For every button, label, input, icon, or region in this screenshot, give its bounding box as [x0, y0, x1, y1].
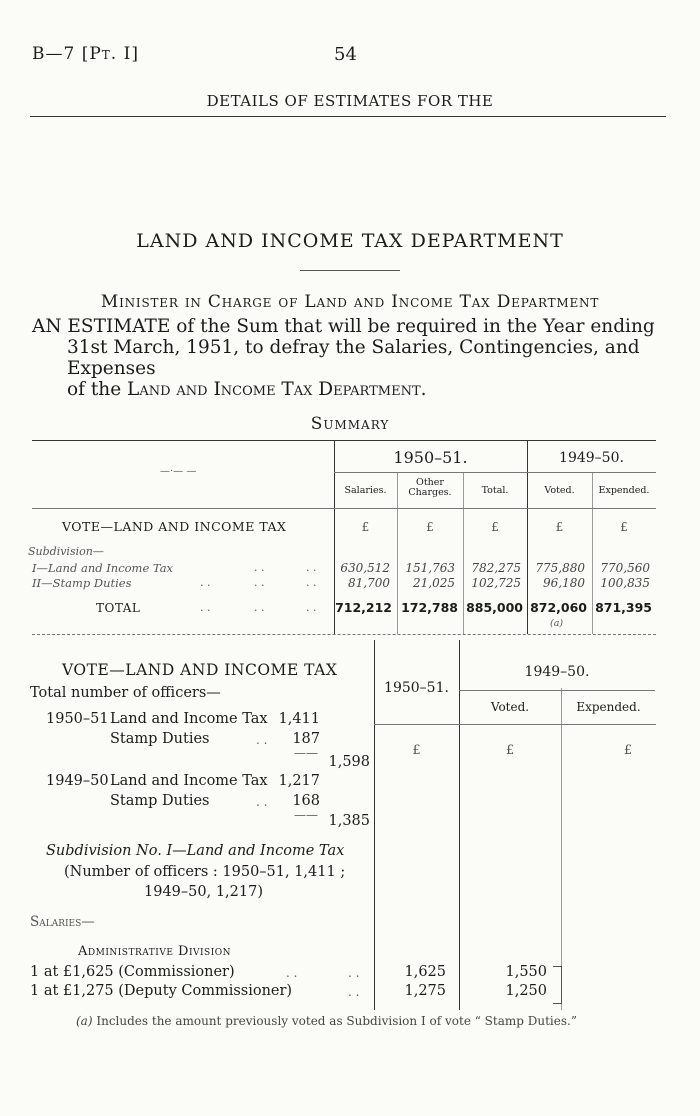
col-other-charges: Other Charges.	[408, 477, 452, 498]
department-title: LAND AND INCOME TAX DEPARTMENT	[136, 230, 564, 252]
currency-mark: £	[361, 520, 370, 534]
summary-total-cell: 885,000	[466, 600, 523, 615]
estimate-line-2: 31st March, 1951, to defray the Salaries, Contingencies, and Expenses	[67, 337, 640, 379]
section-code: B—7	[32, 44, 76, 64]
officers-stamp-count: 168	[292, 793, 320, 809]
detail-vote-title: VOTE—LAND AND INCOME TAX	[62, 661, 338, 679]
leader-dots: . .	[306, 601, 317, 614]
summary-header-rule	[32, 508, 656, 509]
officers-year: 1949–50	[46, 773, 109, 789]
header-rule	[30, 116, 666, 117]
summary-total-cell: 172,788	[401, 600, 458, 615]
detail-header-rule	[374, 724, 656, 725]
detail-col-expended: Expended.	[576, 700, 641, 714]
part-label: [Pt. I]	[81, 44, 139, 64]
currency-mark: £	[620, 520, 628, 534]
summary-row-label: I—Land and Income Tax	[32, 561, 174, 575]
summary-top-rule	[32, 440, 656, 441]
col-salaries: Salaries.	[344, 485, 387, 496]
estimate-line-3-suffix: .	[420, 379, 427, 400]
page-header-left	[32, 44, 139, 64]
leader-dots: . .	[256, 733, 268, 747]
officers-note-line-2: 1949–50, 1,217)	[144, 884, 263, 900]
summary-total-cell: 712,212	[335, 600, 392, 615]
footnote-marker: (a)	[550, 618, 564, 629]
officers-stamp-count: 187	[292, 731, 320, 747]
currency-mark: £	[555, 520, 564, 534]
salary-current: 1,275	[404, 983, 446, 999]
salary-voted: 1,550	[505, 964, 547, 980]
year-current-header: 1950–51.	[393, 448, 468, 467]
leader-dots: . .	[254, 576, 265, 589]
bracket	[553, 966, 562, 1004]
subdivision-title: Subdivision No. I—Land and Income Tax	[46, 843, 345, 859]
salaries-heading: Salaries—	[30, 914, 95, 930]
currency-mark: £	[426, 520, 434, 534]
minister-line: Minister in Charge of Land and Income Tax Department	[100, 292, 600, 312]
title-divider	[300, 270, 400, 271]
estimate-lead: AN ESTIMATE	[32, 316, 171, 337]
footnote-marker: (a)	[76, 1014, 93, 1028]
salary-row-label: 1 at £1,625 (Commissioner)	[30, 964, 235, 980]
salary-voted: 1,250	[505, 983, 547, 999]
officers-year: 1950–51	[46, 711, 109, 727]
year-prior-header: 1949–50.	[559, 450, 624, 466]
currency-mark: £	[623, 743, 633, 758]
summary-cell: 81,700	[348, 576, 390, 590]
leader-dots: . .	[306, 576, 317, 589]
estimate-line-3-prefix: of the	[67, 379, 128, 400]
summary-total-label: TOTAL	[96, 601, 141, 615]
leader-dots: . .	[200, 601, 211, 614]
col-expended: Expended.	[598, 485, 650, 496]
division-heading: Administrative Division	[78, 944, 232, 959]
summary-cell: 21,025	[413, 576, 455, 590]
summary-row-label: II—Stamp Duties	[32, 576, 132, 590]
summary-total-cell: 871,395	[595, 600, 652, 615]
summary-title: Summary	[310, 414, 390, 434]
detail-col-divider	[459, 640, 460, 1010]
footnote	[76, 1014, 577, 1028]
currency-mark: £	[505, 743, 515, 758]
officers-stamp-label: Stamp Duties	[110, 793, 210, 809]
salary-current: 1,625	[404, 964, 446, 980]
officers-land-label: Land and Income Tax	[110, 773, 268, 789]
summary-vote-label: VOTE—LAND AND INCOME TAX	[62, 519, 287, 534]
summary-cell: 100,835	[600, 576, 650, 590]
currency-mark: £	[491, 520, 499, 534]
leader-dots: . .	[254, 561, 265, 574]
currency-mark: £	[412, 743, 421, 758]
col-voted: Voted.	[544, 485, 575, 496]
summary-cell: 102,725	[471, 576, 521, 590]
estimate-line-1: of the Sum that will be required in the Year ending	[170, 316, 655, 337]
officers-stamp-label: Stamp Duties	[110, 731, 210, 747]
leader-dots: . .	[306, 561, 317, 574]
summary-cell: 630,512	[340, 561, 390, 575]
leader-dots: . .	[348, 966, 360, 980]
sum-dash: ——	[294, 808, 318, 822]
summary-bottom-rule	[32, 634, 656, 635]
officers-land-count: 1,217	[278, 773, 320, 789]
leader-dots: . .	[200, 576, 211, 589]
summary-cell: 770,560	[600, 561, 650, 575]
officers-total: 1,385	[328, 813, 370, 829]
detail-year-current: 1950–51.	[384, 680, 449, 696]
leader-dots: . .	[254, 601, 265, 614]
year-underline	[334, 472, 656, 473]
leader-dots: . .	[286, 966, 298, 980]
summary-cell: 96,180	[543, 576, 585, 590]
estimate-paragraph	[32, 316, 672, 400]
leader-dots: . .	[348, 985, 360, 999]
salary-row-label: 1 at £1,275 (Deputy Commissioner)	[30, 983, 293, 999]
summary-cell: 782,275	[471, 561, 521, 575]
officers-land-count: 1,411	[278, 711, 320, 727]
detail-year-prior: 1949–50.	[524, 664, 590, 680]
summary-total-cell: 872,060	[530, 600, 587, 615]
officers-land-label: Land and Income Tax	[110, 711, 268, 727]
officers-note-line-1: (Number of officers : 1950–51, 1,411 ;	[64, 864, 346, 880]
officers-heading: Total number of officers—	[30, 685, 221, 701]
footnote-text: Includes the amount previously voted as Subdivision I of vote “ Stamp Duties.”	[96, 1014, 577, 1028]
detail-col-divider	[561, 688, 562, 1010]
page-number: 54	[334, 44, 357, 65]
detail-col-voted: Voted.	[490, 700, 530, 714]
dash-mark: —·— —	[160, 466, 197, 477]
col-total: Total.	[481, 485, 509, 496]
leader-dots: . .	[256, 795, 268, 809]
running-title: DETAILS OF ESTIMATES FOR THE	[206, 92, 494, 110]
estimate-dept-name: Land and Income Tax Department	[127, 379, 421, 400]
subdivision-label: Subdivision—	[28, 545, 104, 558]
officers-total: 1,598	[328, 754, 370, 770]
summary-cell: 775,880	[535, 561, 585, 575]
summary-cell: 151,763	[405, 561, 455, 575]
detail-year-underline	[459, 690, 655, 691]
sum-dash: ——	[294, 746, 318, 760]
